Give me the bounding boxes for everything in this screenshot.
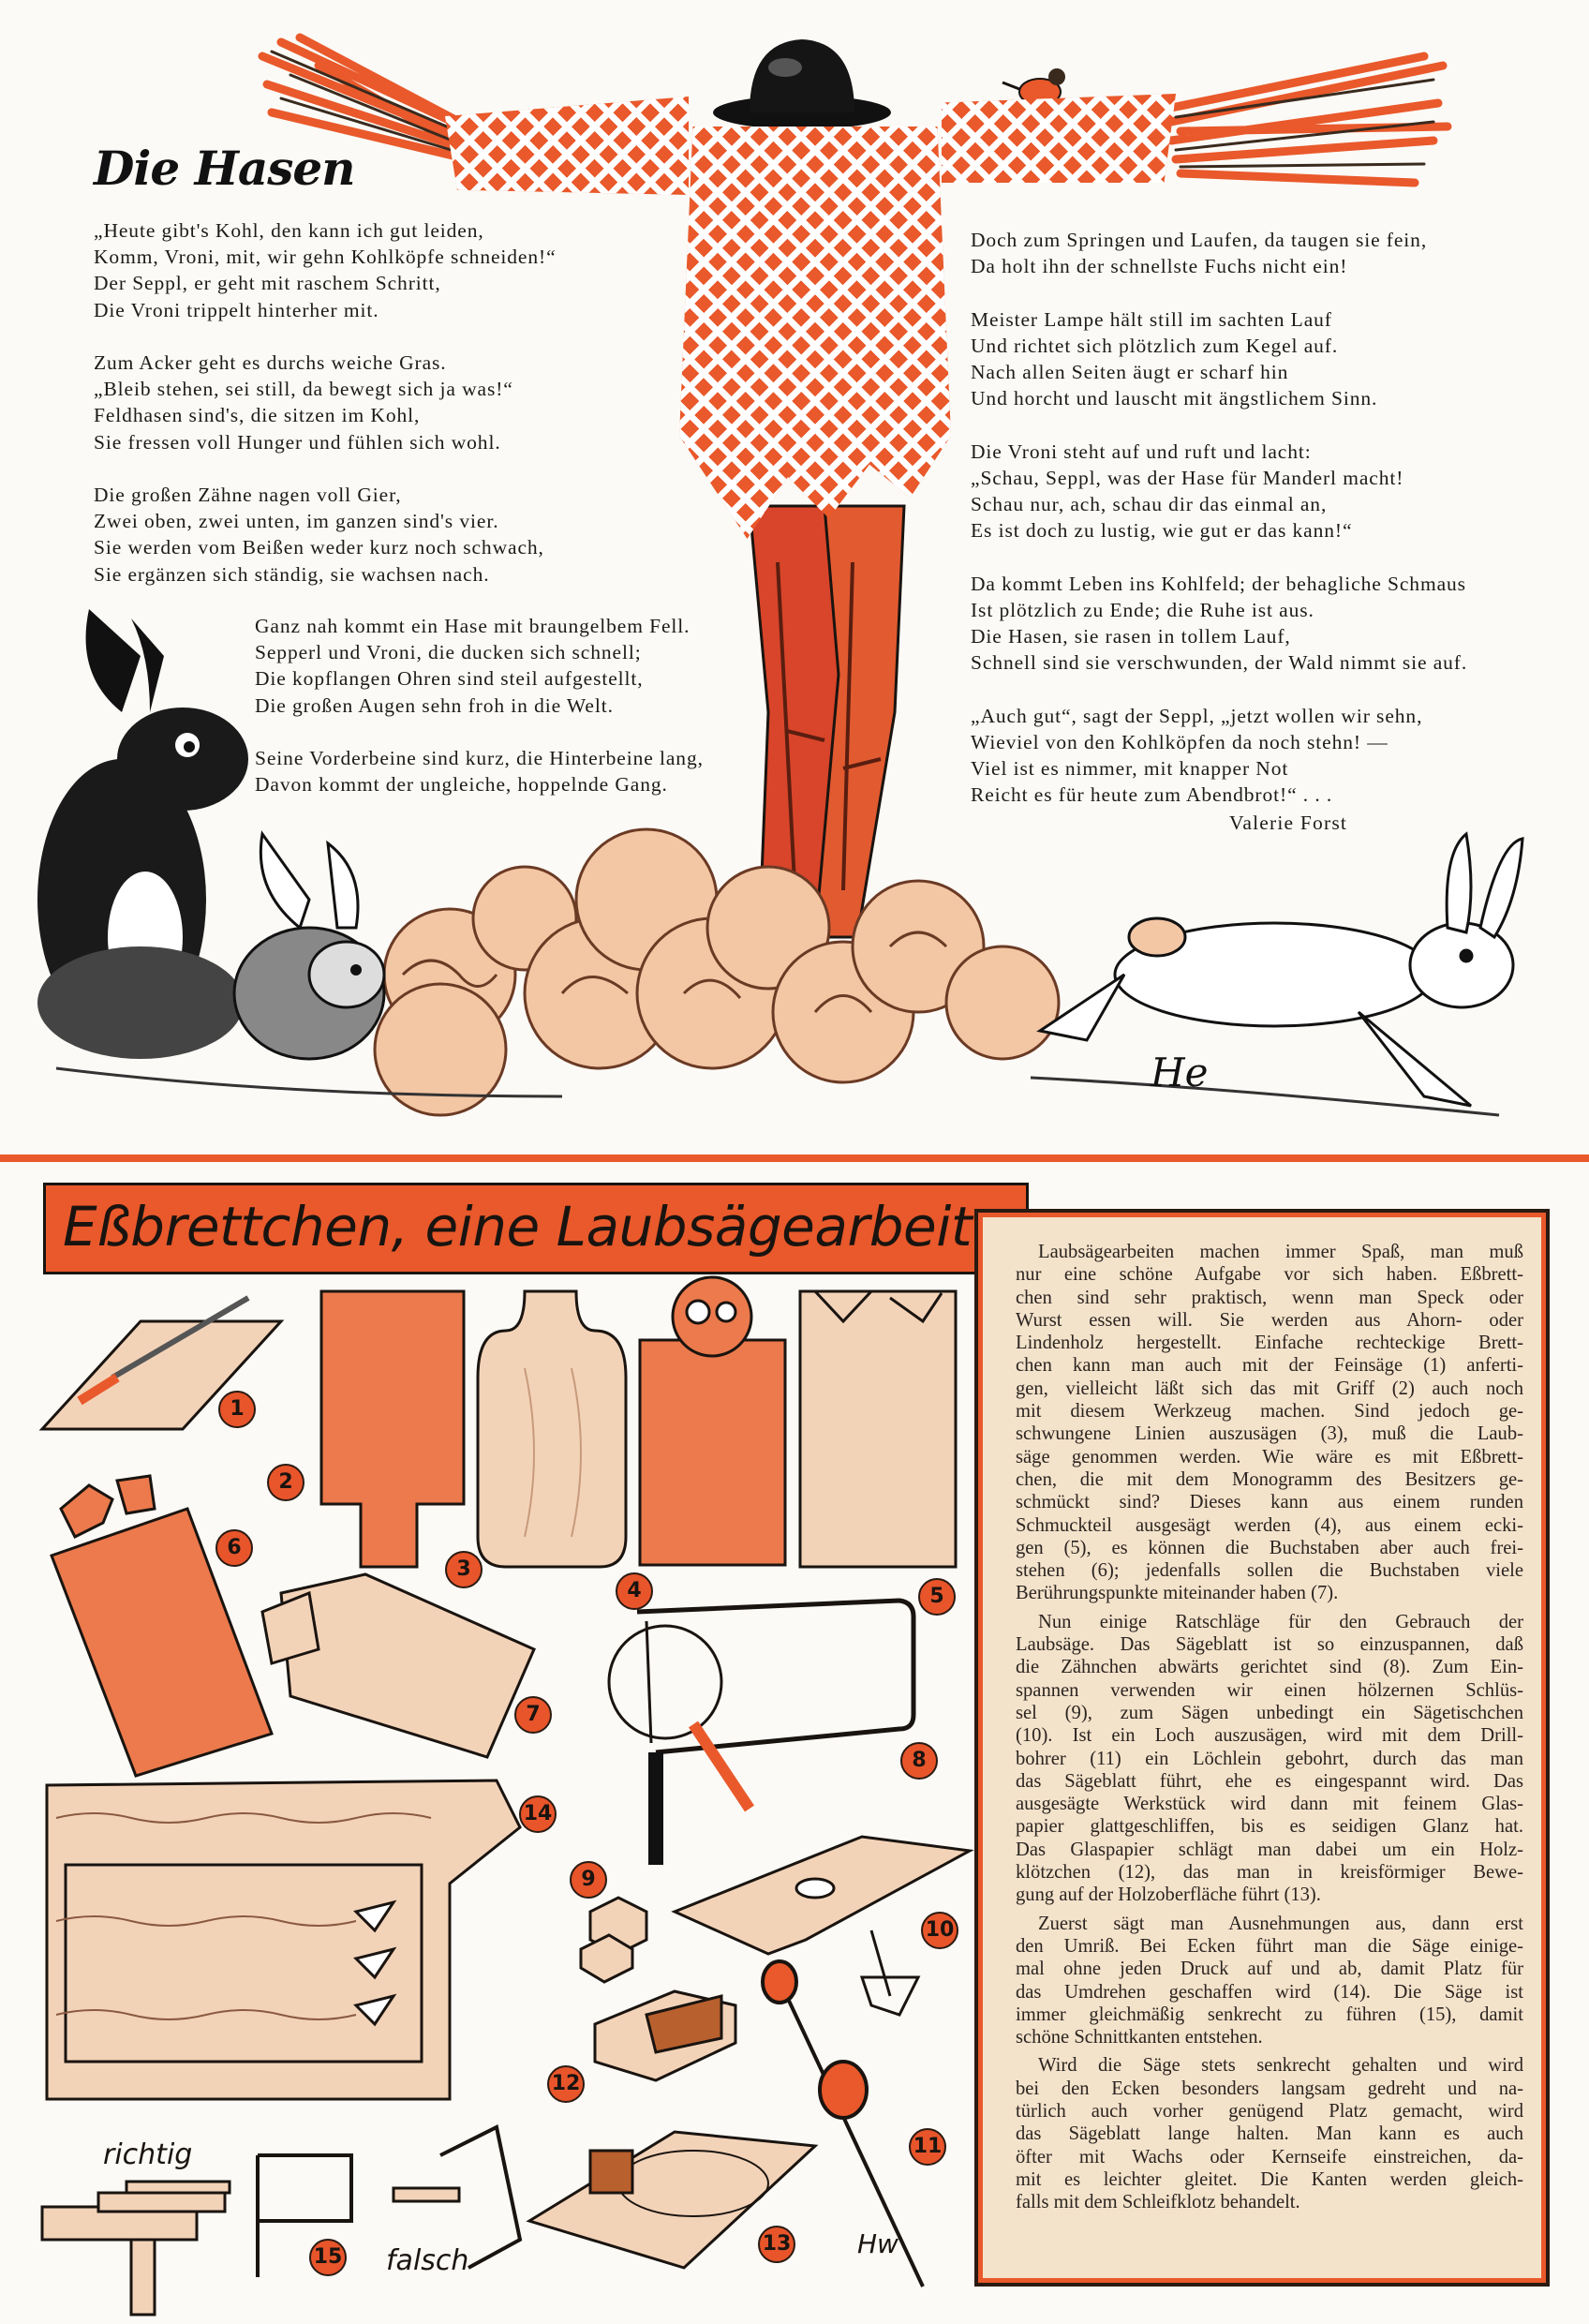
article-line: chen kann man auch mit der Feinsäge (1) anferti- bbox=[1016, 1355, 1523, 1377]
poem-stanza bbox=[971, 703, 1467, 809]
article-paragraph bbox=[1016, 2054, 1523, 2213]
figure-number-3: 3 bbox=[445, 1551, 483, 1588]
figure-number-8: 8 bbox=[900, 1742, 938, 1780]
article-line: Zuerst sägt man Ausnehmungen aus, dann erst bbox=[1038, 1913, 1523, 1934]
article-line: bei den Ecken besonders langsam gedreht und na- bbox=[1016, 2078, 1523, 2099]
figure-number-13: 13 bbox=[758, 2226, 795, 2263]
poem-line: Die Vroni steht auf und ruft und lacht: bbox=[971, 439, 1312, 463]
label-wrong: falsch bbox=[386, 2244, 469, 2277]
poem-line: Und richtet sich plötzlich zum Kegel auf. bbox=[971, 334, 1339, 357]
poem-line: Die großen Augen sehn froh in die Welt. bbox=[255, 693, 614, 717]
article-line: chen sind sehr praktisch, wenn man Speck oder bbox=[1016, 1287, 1523, 1308]
poem-line: Da holt ihn der schnellste Fuchs nicht ein! bbox=[971, 255, 1348, 278]
cabbages bbox=[375, 829, 1059, 1115]
article-line: Wird die Säge stets senkrecht gehalten und wird bbox=[1038, 2055, 1523, 2077]
poem-line: Ganz nah kommt ein Hase mit braungelbem Fell. bbox=[255, 615, 691, 637]
poem-line: Da kommt Leben ins Kohlfeld; der behagliche Schmaus bbox=[971, 572, 1466, 595]
figure-3-curved-board bbox=[478, 1291, 626, 1567]
article-line: falls mit dem Schleifklotz behandelt. bbox=[1016, 2192, 1300, 2213]
figure-5-board-angular-monogram bbox=[800, 1291, 956, 1567]
article-line: immer gleichmäßig senkrecht zu führen (15), damit bbox=[1016, 2004, 1523, 2025]
craft-title: Eßbrettchen, eine Laubsägearbeit bbox=[63, 1195, 973, 1259]
craft-illustrator-signature: Hw bbox=[857, 2228, 898, 2259]
poem-line: Schnell sind sie verschwunden, der Wald nimmt sie auf. bbox=[971, 651, 1468, 675]
poem-line: Sie fressen voll Hunger und fühlen sich wohl. bbox=[94, 430, 501, 454]
poem-stanza bbox=[94, 217, 557, 323]
article-line: schmückt sind? Dieses kann aus einem runden bbox=[1016, 1492, 1523, 1513]
article-line: klötzchen (12), das man in kreisförmiger Bewe- bbox=[1016, 1862, 1523, 1884]
poem-line: Die kopflangen Ohren sind steil aufgestellt, bbox=[255, 667, 644, 691]
article-line: den Umriß. Bei Ecken führt man die Säge einige- bbox=[1016, 1935, 1523, 1957]
article-line: ausgesägte Werkstück wird dann mit feinem Glas- bbox=[1016, 1794, 1523, 1815]
poem-stanza bbox=[255, 745, 704, 797]
article-line: mit diesem Werkzeug machen. Sind jedoch ge- bbox=[1016, 1401, 1523, 1423]
craft-article-text bbox=[1016, 1241, 1523, 2219]
poem-line: Wieviel von den Kohlköpfen da noch stehn! — bbox=[971, 730, 1389, 753]
article-line: Das Glaspapier schlägt man dabei um ein Holz- bbox=[1016, 1839, 1523, 1860]
white-running-rabbit bbox=[1040, 834, 1522, 1106]
figure-number-11: 11 bbox=[909, 2128, 946, 2166]
poem-stanza bbox=[971, 306, 1467, 412]
article-line: öfter mit Wachs oder Kernseife einstreichen, da- bbox=[1016, 2146, 1523, 2168]
poem-line: Zwei oben, zwei unten, im ganzen sind's vier. bbox=[94, 510, 499, 533]
article-line: bohrer (11) ein Löchlein gebohrt, durch das man bbox=[1016, 1748, 1523, 1769]
poem-stanza bbox=[971, 439, 1467, 544]
figure-14-wavy-board-cutting-corners bbox=[47, 1780, 520, 2099]
section-divider bbox=[0, 1155, 1589, 1162]
poem-middle-column bbox=[255, 613, 704, 825]
figure-number-14: 14 bbox=[519, 1795, 557, 1833]
poem-left-column bbox=[94, 217, 557, 614]
poem-line: Reicht es für heute zum Abendbrot!“ . . . bbox=[971, 783, 1333, 807]
article-line: das Sägeblatt lange halten. Man kann es auch bbox=[1016, 2123, 1523, 2145]
figure-4-board-round-monogram bbox=[640, 1277, 785, 1565]
poem-line: Zum Acker geht es durchs weiche Gras. bbox=[94, 351, 447, 374]
poem-title: Die Hasen bbox=[94, 141, 355, 196]
poem-line: Nach allen Seiten äugt er scharf hin bbox=[971, 361, 1289, 383]
poem-line: Schau nur, ach, schau dir das einmal an, bbox=[971, 493, 1328, 515]
poem-line: Die Hasen, sie rasen in tollem Lauf, bbox=[971, 625, 1291, 648]
poem-line: Sie werden vom Beißen weder kurz noch schwach, bbox=[94, 536, 544, 559]
poem-stanza bbox=[971, 571, 1467, 677]
poem-line: Die großen Zähne nagen voll Gier, bbox=[94, 484, 402, 506]
figure-number-2: 2 bbox=[267, 1464, 304, 1501]
poem-stanza bbox=[94, 482, 557, 588]
article-line: säge genommen werden. Wie wäre es mit Eßbrett- bbox=[1016, 1446, 1523, 1467]
label-correct: richtig bbox=[103, 2138, 193, 2171]
poem-line: Sepperl und Vroni, die ducken sich schnell; bbox=[255, 641, 642, 664]
figure-9-wooden-key bbox=[581, 1898, 646, 1982]
figure-number-7: 7 bbox=[514, 1696, 552, 1734]
article-paragraph bbox=[1016, 1913, 1523, 2049]
poem-stanza bbox=[971, 227, 1467, 279]
article-line: schöne Schnittkanten entstehen. bbox=[1016, 2027, 1263, 2048]
figure-2-rectangular-board-with-handle bbox=[321, 1291, 464, 1567]
poem-line: Die Vroni trippelt hinterher mit. bbox=[94, 298, 379, 321]
figure-number-6: 6 bbox=[215, 1529, 253, 1567]
craft-title-banner bbox=[43, 1183, 1029, 1274]
poem-line: Doch zum Springen und Laufen, da taugen sie fein, bbox=[971, 229, 1428, 251]
article-line: das Umdrehen geschaffen wird (14). Die Säge ist bbox=[1016, 1981, 1523, 2003]
poem-line: „Bleib stehen, sei still, da bewegt sich ja was!“ bbox=[94, 378, 513, 401]
poem-line: Meister Lampe hält still im sachten Lauf bbox=[971, 307, 1332, 331]
poem-stanza bbox=[94, 350, 557, 455]
article-line: gen (5), es können die Buchstaben aber auch frei- bbox=[1016, 1537, 1523, 1558]
article-line: sel (9), zum Sägen unbedingt ein Sägetischchen bbox=[1016, 1702, 1523, 1723]
article-line: Laubsägearbeiten machen immer Spaß, man muß bbox=[1038, 1242, 1523, 1262]
grey-rabbit bbox=[234, 834, 384, 1059]
article-line: papier glattgeschliffen, bis es seidigen Glanz hat. bbox=[1016, 1816, 1523, 1838]
article-line: die Zähnchen abwärts gerichtet sind (8). Zum Ein- bbox=[1016, 1657, 1523, 1678]
figure-number-9: 9 bbox=[570, 1861, 607, 1899]
article-line: mit es leichter gleitet. Die Kanten werden gleich- bbox=[1016, 2168, 1523, 2190]
article-line: Nun einige Ratschläge für den Gebrauch der bbox=[1038, 1611, 1523, 1632]
poem-line: „Auch gut“, sagt der Seppl, „jetzt wollen wir sehn, bbox=[971, 704, 1423, 727]
poem-line: Ist plötzlich zu Ende; die Ruhe ist aus. bbox=[971, 598, 1314, 621]
poem-line: Der Seppl, er geht mit raschem Schritt, bbox=[94, 272, 441, 295]
figure-number-15: 15 bbox=[309, 2239, 347, 2276]
poem-line: Und horcht und lauscht mit ängstlichem Sinn. bbox=[971, 387, 1378, 410]
poem-line: Viel ist es nimmer, mit knapper Not bbox=[971, 757, 1289, 780]
article-line: gen, vielleicht läßt sich das mit Griff (2) auch noch bbox=[1016, 1378, 1523, 1399]
article-line: gung auf der Holzoberfläche führt (13). bbox=[1016, 1885, 1321, 1906]
poem-line: Feldhasen sind's, die sitzen im Kohl, bbox=[94, 404, 421, 427]
scarecrow-hat bbox=[713, 39, 891, 129]
article-line: das Sägeblatt führt, ehe es eingespannt wird. Das bbox=[1016, 1770, 1523, 1792]
figure-number-10: 10 bbox=[921, 1912, 958, 1949]
figure-number-5: 5 bbox=[918, 1578, 956, 1616]
article-line: Schmuckteil ausgesägt werden (4), aus einem ecki- bbox=[1016, 1514, 1523, 1536]
poem-line: „Schau, Seppl, was der Hase für Manderl macht! bbox=[971, 466, 1404, 489]
article-line: türlich auch vorher genügend Platz gemacht, wird bbox=[1016, 2100, 1523, 2122]
black-rabbit bbox=[37, 609, 248, 1059]
poem-stanza bbox=[255, 613, 704, 719]
article-line: chen, die mit dem Monogramm des Besitzers ge- bbox=[1016, 1468, 1523, 1490]
figure-6-board-freestanding-letters bbox=[52, 1476, 272, 1776]
article-line: (10). Ist ein Loch auszusägen, wird mit dem Drill- bbox=[1016, 1725, 1523, 1747]
poem-line: Davon kommt der ungleiche, hoppelnde Gang. bbox=[255, 773, 668, 797]
article-line: nur eine schöne Aufgabe vor sich haben. Eßbrett- bbox=[1016, 1264, 1523, 1286]
article-line: Lindenholz hergestellt. Einfache rechteckige Brett- bbox=[1016, 1333, 1523, 1354]
figure-7-board-with-letters bbox=[262, 1574, 534, 1757]
poem-author: Valerie Forst bbox=[1229, 812, 1348, 834]
article-line: Wurst essen will. Sie werden aus Ahorn- oder bbox=[1016, 1309, 1523, 1331]
poem-line: Sie ergänzen sich ständig, sie wachsen nach. bbox=[94, 562, 490, 586]
article-line: Laubsäge. Das Sägeblatt ist so einzuspannen, daß bbox=[1016, 1634, 1523, 1656]
poem-right-column bbox=[971, 227, 1467, 835]
figure-8-fret-saw bbox=[609, 1601, 913, 1865]
poem-line: „Heute gibt's Kohl, den kann ich gut leiden, bbox=[94, 219, 484, 242]
scarecrow-checked-shirt bbox=[679, 127, 951, 539]
article-paragraph bbox=[1016, 1241, 1523, 1605]
poem-line: Es ist doch zu lustig, wie gut er das kann!“ bbox=[971, 519, 1353, 543]
article-line: stehen (6); jedenfalls sollen die Buchstaben viele bbox=[1016, 1560, 1523, 1582]
article-line: spannen verwenden wir einen hölzernen Schlüs- bbox=[1016, 1679, 1523, 1701]
article-line: schwungene Linien auszusägen (3), muß die Laub- bbox=[1016, 1423, 1523, 1445]
figure-number-12: 12 bbox=[547, 2065, 585, 2103]
article-line: Berührungspunkte miteinander haben (7). bbox=[1016, 1583, 1339, 1604]
poem-line: Seine Vorderbeine sind kurz, die Hinterbeine lang, bbox=[255, 747, 704, 769]
figure-12-sanding-block bbox=[595, 1991, 735, 2080]
poem-line: Komm, Vroni, mit, wir gehn Kohlköpfe schneiden!“ bbox=[94, 246, 557, 269]
illustrator-signature: He bbox=[1151, 1050, 1209, 1095]
scarecrow-right-straw-hand bbox=[1171, 56, 1448, 183]
figure-number-4: 4 bbox=[616, 1572, 653, 1610]
ground-line bbox=[56, 1068, 1499, 1115]
scarecrow-checked-sleeve-right bbox=[942, 94, 1176, 183]
figure-number-1: 1 bbox=[218, 1391, 256, 1428]
article-line: mal ohne jeden Druck auf und ab, damit Platz für bbox=[1016, 1959, 1523, 1980]
article-paragraph bbox=[1016, 1611, 1523, 1907]
